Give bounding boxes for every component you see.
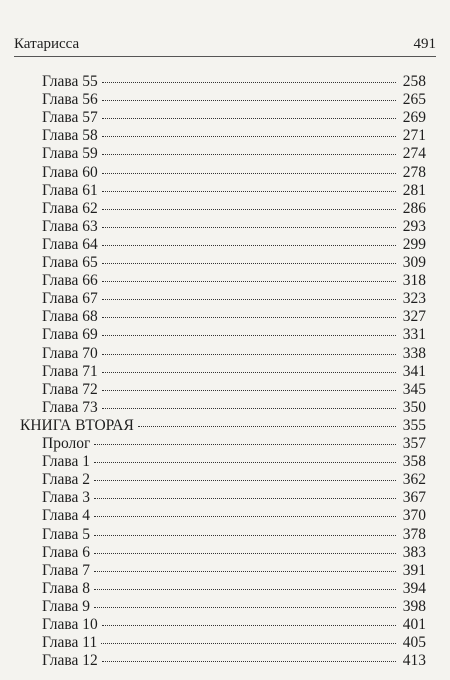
toc-entry-label: Глава 4 — [42, 507, 91, 525]
dot-leader — [94, 553, 396, 554]
dot-leader — [94, 571, 396, 572]
toc-entry-label: Глава 12 — [42, 652, 98, 670]
toc-entry-page: 355 — [402, 416, 426, 434]
toc-entry-page: 350 — [402, 398, 426, 416]
dot-leader — [102, 625, 396, 626]
toc-entry-row — [42, 182, 426, 200]
book-title: Катарисса — [14, 36, 80, 52]
toc-entry-row — [42, 73, 426, 91]
toc-entry-page: 405 — [402, 634, 426, 652]
toc-entry-page: 286 — [402, 199, 426, 217]
toc-entry-row — [42, 91, 426, 109]
dot-leader — [102, 281, 396, 282]
dot-leader — [94, 516, 396, 517]
toc-entry-label: Глава 11 — [42, 634, 98, 652]
dot-leader — [102, 227, 396, 228]
toc-entry-row — [42, 652, 426, 670]
dot-leader — [102, 263, 396, 264]
dot-leader — [101, 643, 396, 644]
toc-entry-row — [42, 526, 426, 544]
toc-entry-row — [42, 272, 426, 290]
toc-entry-label: Глава 58 — [42, 127, 98, 145]
dot-leader — [94, 462, 396, 463]
toc-entry-label: Глава 8 — [42, 579, 91, 597]
toc-entry-label: Глава 68 — [42, 308, 98, 326]
toc-entry-row — [42, 164, 426, 182]
toc-entry-label: Глава 72 — [42, 380, 98, 398]
toc-entry-row — [42, 507, 426, 525]
toc-entry-row — [42, 489, 426, 507]
dot-leader — [102, 317, 396, 318]
toc-entry-page: 299 — [402, 235, 426, 253]
dot-leader — [102, 245, 396, 246]
toc-entry-row — [42, 363, 426, 381]
toc-entry-page: 383 — [402, 543, 426, 561]
toc-entry-label: Глава 64 — [42, 235, 98, 253]
toc-entry-page: 318 — [402, 272, 426, 290]
toc-entry-label: Глава 71 — [42, 362, 98, 380]
dot-leader — [102, 154, 396, 155]
toc-entry-page: 331 — [402, 326, 426, 344]
toc-entry-page: 271 — [402, 127, 426, 145]
toc-entry-page: 341 — [402, 362, 426, 380]
toc-entry-page: 357 — [402, 435, 426, 452]
toc-entry-label: Глава 57 — [42, 109, 98, 127]
toc-entry-label: КНИГА ВТОРАЯ — [20, 416, 134, 434]
toc-entry-page: 323 — [402, 290, 426, 308]
toc-entry-row — [42, 616, 426, 634]
toc-entry-row — [42, 236, 426, 254]
dot-leader — [94, 444, 396, 445]
toc-entry-row — [42, 453, 426, 471]
dot-leader — [94, 589, 396, 590]
toc-entry-label: Глава 6 — [42, 543, 91, 561]
toc-entry-label: Глава 70 — [42, 344, 98, 362]
toc-entry-row — [42, 562, 426, 580]
toc-entry-label: Глава 60 — [42, 163, 98, 181]
dot-leader — [102, 191, 396, 192]
dot-leader — [102, 390, 396, 391]
toc-entry-row — [42, 127, 426, 145]
toc-entry-row — [42, 471, 426, 489]
toc-entry-page: 338 — [402, 344, 426, 362]
toc-entry-label: Глава 10 — [42, 616, 98, 633]
dot-leader — [102, 100, 396, 101]
running-header — [14, 34, 436, 57]
toc-entry-page: 258 — [402, 73, 426, 90]
dot-leader — [94, 480, 396, 481]
toc-entry-row — [42, 345, 426, 363]
toc-entry-page: 278 — [402, 163, 426, 181]
toc-entry-label: Глава 73 — [42, 398, 98, 416]
toc-entry-page: 265 — [402, 91, 426, 109]
toc-entry-label: Глава 9 — [42, 597, 91, 615]
toc-entry-page: 378 — [402, 525, 426, 543]
toc-entry-row — [42, 145, 426, 163]
toc-entry-row — [42, 634, 426, 652]
toc-section-row — [20, 417, 426, 435]
toc-entry-page: 398 — [402, 597, 426, 615]
dot-leader — [102, 661, 396, 662]
toc-entry-row — [42, 326, 426, 344]
dot-leader — [102, 372, 396, 373]
toc-entry-label: Глава 62 — [42, 199, 98, 217]
dot-leader — [102, 299, 396, 300]
toc-entry-label: Глава 66 — [42, 272, 98, 290]
dot-leader — [102, 335, 396, 336]
toc-entry-row — [42, 290, 426, 308]
toc-entry-label: Глава 69 — [42, 326, 98, 344]
page-number: 491 — [413, 36, 436, 52]
dot-leader — [102, 118, 396, 119]
toc-entry-page: 362 — [402, 471, 426, 489]
toc-entry-page: 367 — [402, 489, 426, 507]
toc-entry-page: 401 — [402, 616, 426, 633]
dot-leader — [94, 607, 396, 608]
toc-entry-label: Глава 3 — [42, 489, 91, 507]
toc-entry-label: Глава 67 — [42, 290, 98, 308]
dot-leader — [102, 136, 396, 137]
toc-entry-page: 309 — [402, 254, 426, 271]
toc-entry-row — [42, 218, 426, 236]
toc-entry-label: Глава 61 — [42, 181, 98, 199]
toc-entry-label: Глава 2 — [42, 471, 91, 489]
toc-entry-page: 274 — [402, 145, 426, 163]
dot-leader — [102, 82, 396, 83]
toc-entry-page: 281 — [402, 181, 426, 199]
toc-entry-page: 394 — [402, 579, 426, 597]
toc-entry-row — [42, 308, 426, 326]
toc-entry-page: 269 — [402, 109, 426, 127]
dot-leader — [102, 173, 396, 174]
toc-entry-label: Глава 59 — [42, 145, 98, 163]
toc-entry-page: 391 — [402, 561, 426, 579]
dot-leader — [102, 408, 396, 409]
toc-entry-page: 345 — [402, 380, 426, 398]
toc-entry-row — [42, 200, 426, 218]
dot-leader — [138, 426, 396, 427]
toc-entry-label: Глава 63 — [42, 217, 98, 235]
toc-entry-label: Глава 56 — [42, 91, 98, 109]
toc-entry-row — [42, 399, 426, 417]
toc-entry-row — [42, 544, 426, 562]
toc-entry-row — [42, 598, 426, 616]
dot-leader — [94, 498, 396, 499]
toc-entry-label: Глава 55 — [42, 73, 98, 90]
toc-entry-row — [42, 580, 426, 598]
toc-entry-page: 413 — [402, 652, 426, 670]
toc-entry-row — [42, 109, 426, 127]
toc-entry-row — [42, 381, 426, 399]
toc-entry-row — [42, 254, 426, 272]
toc-entry-label: Глава 1 — [42, 453, 91, 471]
toc-entry-row — [42, 435, 426, 453]
toc-entry-page: 327 — [402, 308, 426, 326]
dot-leader — [102, 209, 396, 210]
toc-entry-label: Глава 5 — [42, 525, 91, 543]
toc-entry-page: 293 — [402, 217, 426, 235]
toc-entry-label: Пролог — [42, 435, 91, 452]
toc-entry-page: 358 — [402, 453, 426, 471]
dot-leader — [94, 535, 396, 536]
toc-entry-label: Глава 7 — [42, 561, 91, 579]
toc-entry-page: 370 — [402, 507, 426, 525]
dot-leader — [102, 354, 396, 355]
toc-entry-label: Глава 65 — [42, 254, 98, 271]
